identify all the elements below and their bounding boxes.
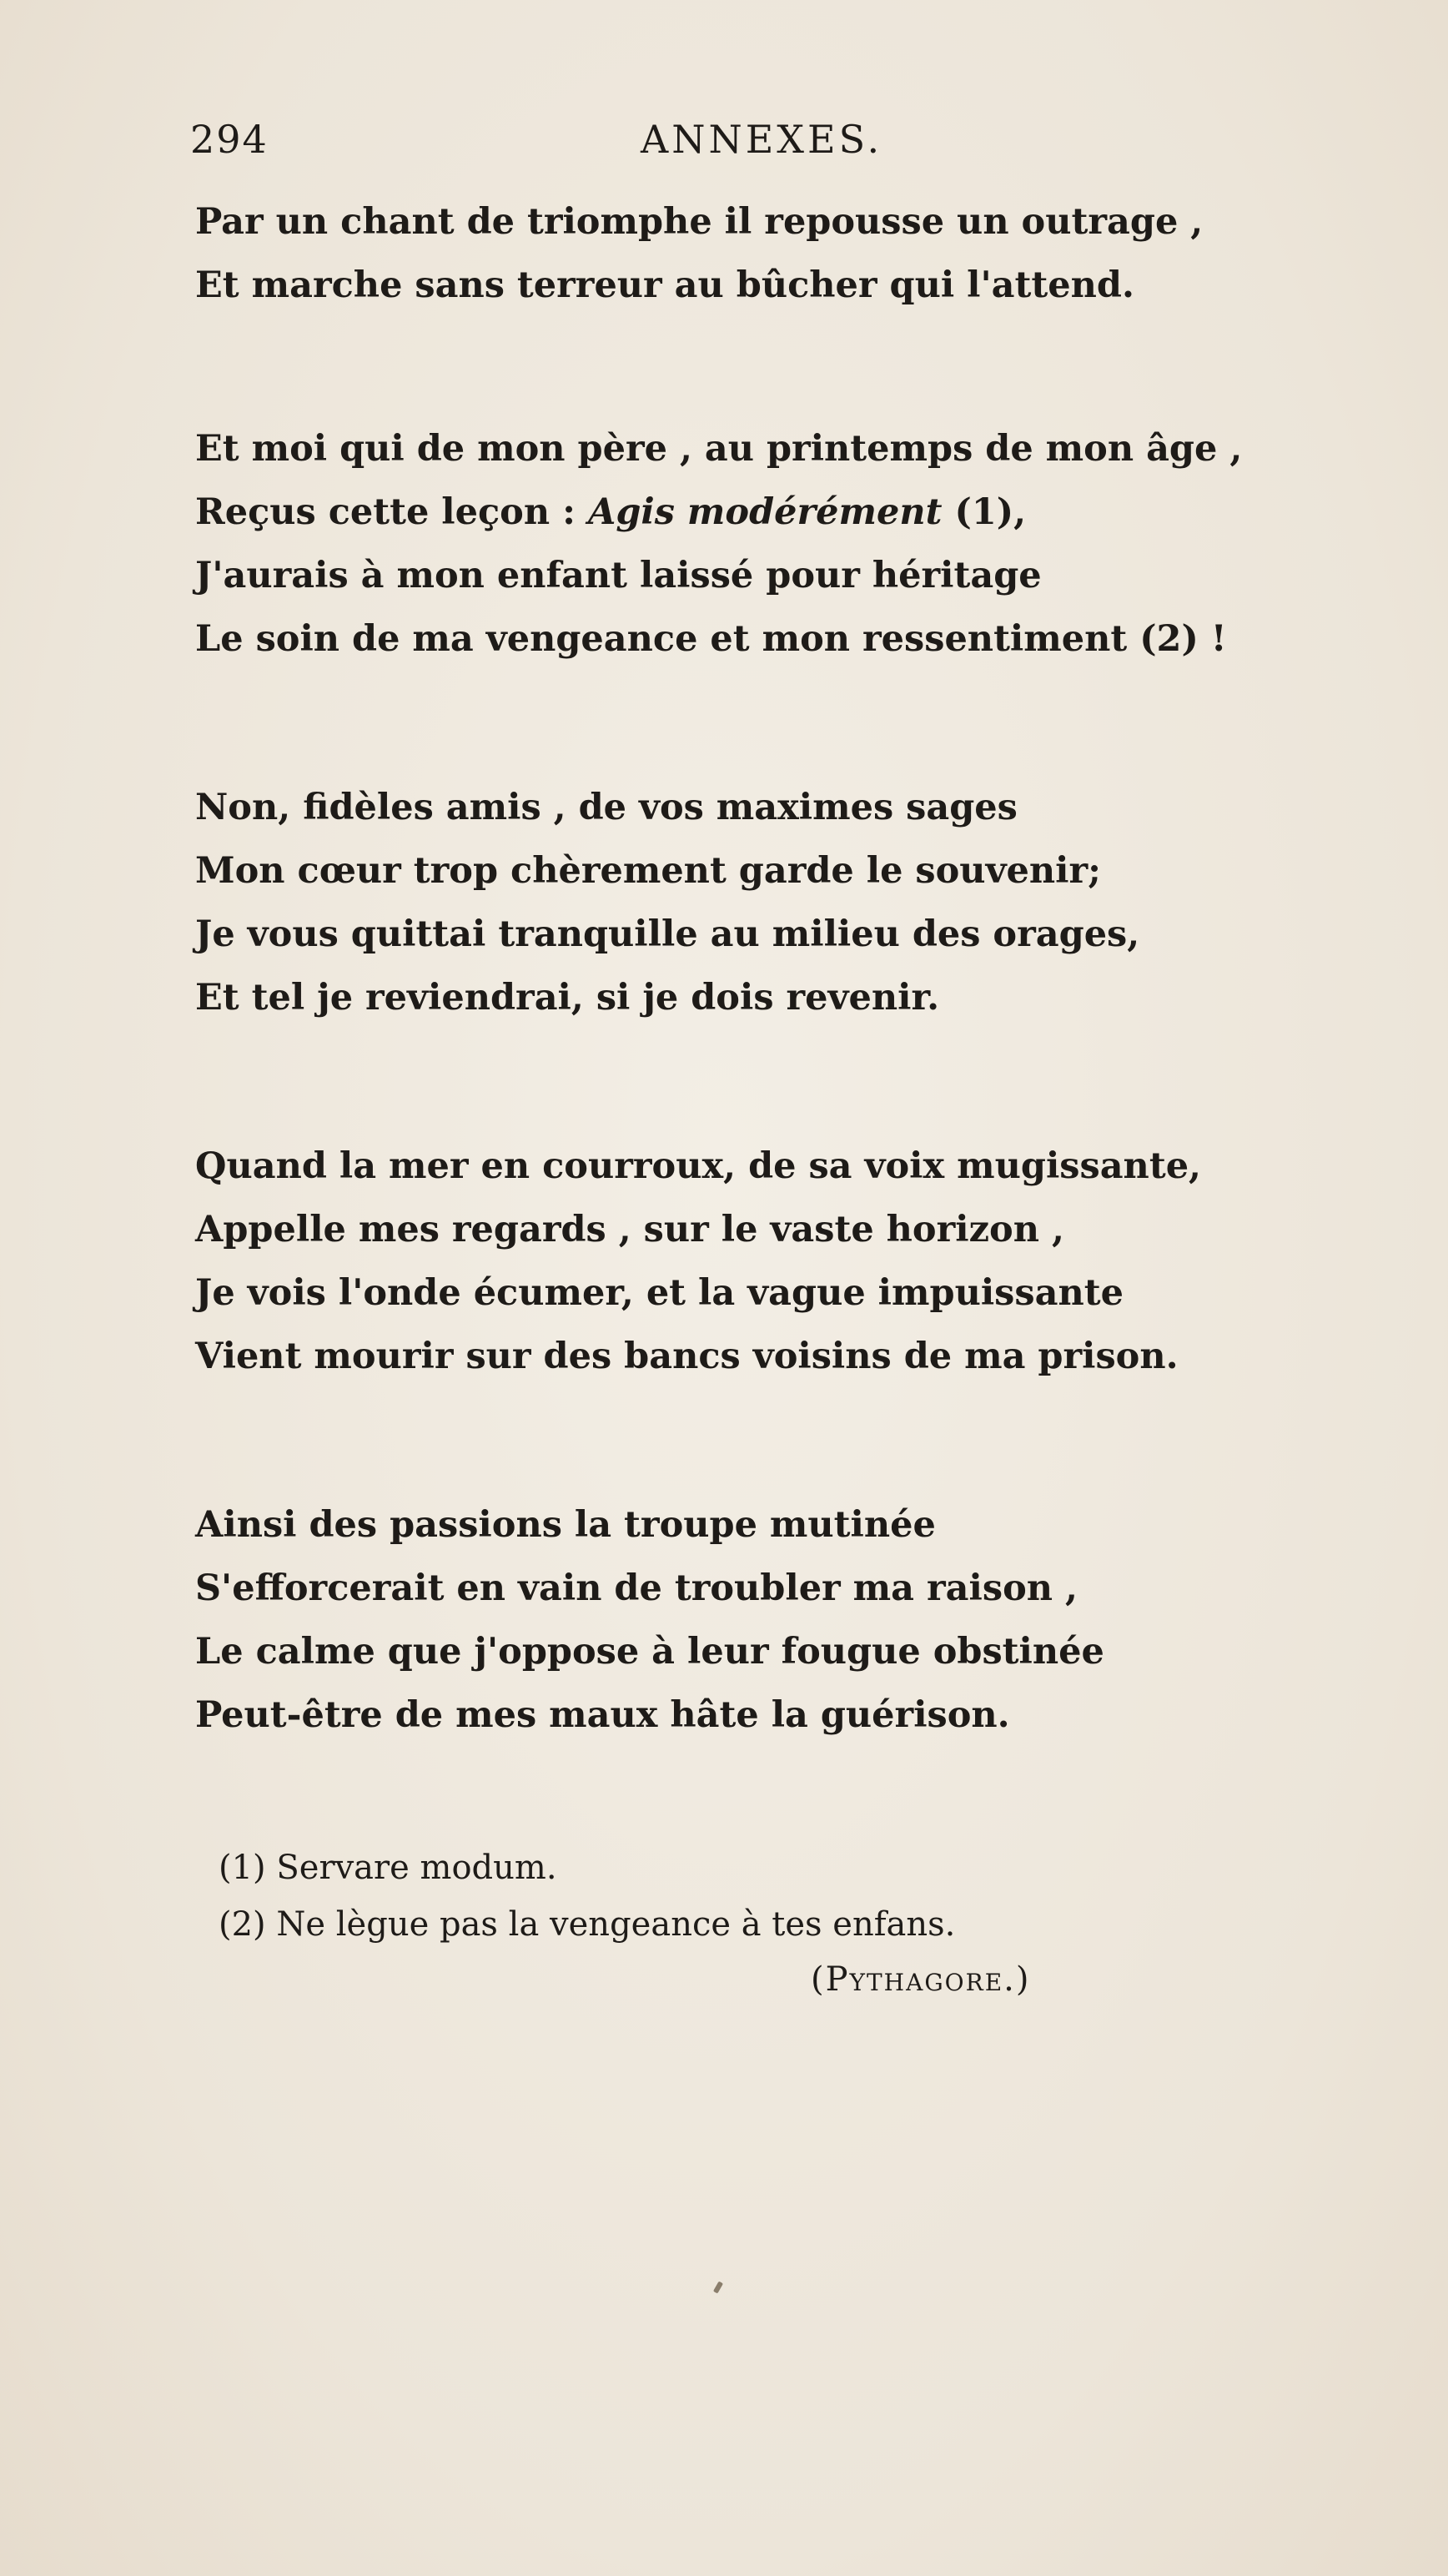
ink-speck bbox=[713, 2281, 723, 2293]
footnote-ref: (1), bbox=[942, 491, 1027, 533]
italic-maxim: Agis modérément bbox=[587, 491, 943, 533]
verse-line: Je vous quittai tranquille au milieu des orages, bbox=[195, 913, 1140, 955]
stanza-4 bbox=[195, 1135, 1363, 1388]
page-number: 294 bbox=[190, 117, 269, 162]
stanza-1 bbox=[195, 190, 1363, 317]
poem-text bbox=[195, 190, 1363, 1747]
verse-line: Et tel je reviendrai, si je dois revenir. bbox=[195, 977, 940, 1019]
verse-line: Le calme que j'oppose à leur fougue obstinée bbox=[195, 1631, 1104, 1673]
verse-line: J'aurais à mon enfant laissé pour héritage bbox=[195, 555, 1042, 596]
footnote-1: (1) Servare modum. bbox=[219, 1849, 557, 1887]
verse-line: S'efforcerait en vain de troubler ma raison , bbox=[195, 1567, 1078, 1609]
verse-line: Peut-être de mes maux hâte la guérison. bbox=[195, 1694, 1010, 1736]
running-head: ANNEXES. bbox=[641, 117, 883, 162]
stanza-5 bbox=[195, 1493, 1363, 1747]
verse-text: Reçus cette leçon : bbox=[195, 491, 588, 533]
verse-line: Appelle mes regards , sur le vaste horizon , bbox=[195, 1209, 1064, 1250]
verse-line: Je vois l'onde écumer, et la vague impuissante bbox=[195, 1272, 1124, 1314]
verse-line: Et moi qui de mon père , au printemps de mon âge , bbox=[195, 428, 1243, 470]
stanza-3 bbox=[195, 776, 1363, 1029]
verse-line-with-italic bbox=[195, 480, 1363, 544]
verse-line: Et marche sans terreur au bûcher qui l'attend. bbox=[195, 264, 1134, 306]
verse-line: Ainsi des passions la troupe mutinée bbox=[195, 1504, 936, 1546]
verse-line: Quand la mer en courroux, de sa voix mugissante, bbox=[195, 1145, 1202, 1187]
verse-line: Vient mourir sur des bancs voisins de ma prison. bbox=[195, 1336, 1179, 1377]
footnote-attribution: (Pythagore.) bbox=[811, 1960, 1031, 1999]
stanza-2 bbox=[195, 417, 1363, 671]
footnotes bbox=[219, 1839, 1136, 2006]
verse-line: Le soin de ma vengeance et mon ressentiment (2) ! bbox=[195, 618, 1227, 660]
verse-line: Non, fidèles amis , de vos maximes sages bbox=[195, 787, 1018, 828]
verse-line: Par un chant de triomphe il repousse un outrage , bbox=[195, 201, 1204, 243]
footnote-2: (2) Ne lègue pas la vengeance à tes enfans. bbox=[219, 1905, 956, 1944]
page-header bbox=[190, 117, 1191, 175]
verse-line: Mon cœur trop chèrement garde le souvenir; bbox=[195, 850, 1102, 892]
